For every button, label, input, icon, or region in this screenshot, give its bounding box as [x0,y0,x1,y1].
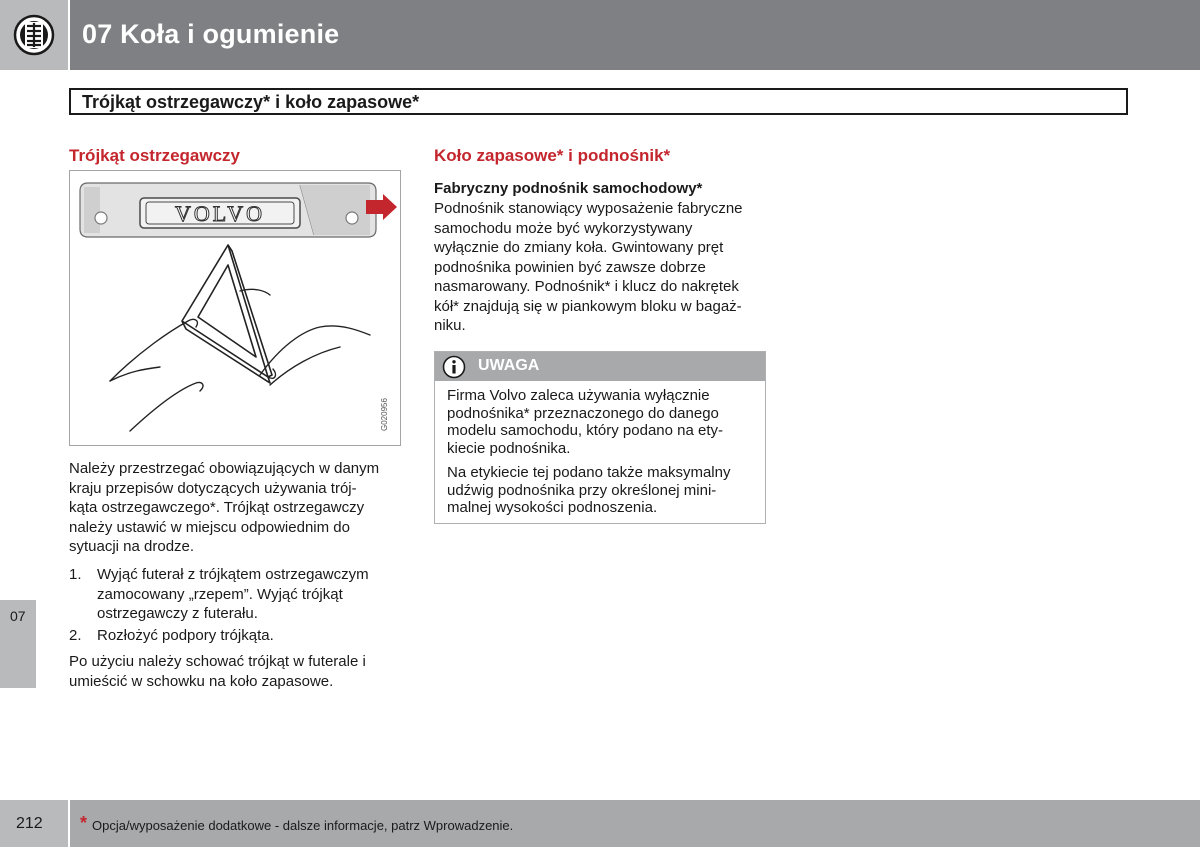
step-number: 2. [69,627,82,644]
text-line: samochodu może być wykorzystywany [434,219,693,237]
volvo-logo-text: VOLVO [175,201,265,226]
step-list-item-1 [69,565,399,624]
page-number: 212 [16,815,43,832]
page-number-box [0,800,68,847]
spare-wheel-heading: Koło zapasowe* i podnośnik* [434,146,671,165]
footnote-text: Opcja/wyposażenie dodatkowe - dalsze informacje, patrz Wprowadzenie. [92,818,514,833]
triangle-intro-paragraph [69,459,409,557]
step-text [97,565,399,624]
page-header [0,0,1200,70]
text-line: Rozłożyć podpory trójkąta. [97,627,274,644]
text-line: kraju przepisów dotyczących używania trój- [69,479,357,497]
text-line: udźwig podnośnika przy określonej mini- [447,481,717,499]
jack-paragraph [434,199,774,336]
text-line: modelu samochodu, który podano na ety- [447,422,723,439]
text-line: Na etykiecie tej podano także maksymalny [447,464,731,481]
note-label: UWAGA [478,357,540,374]
text-line: ostrzegawczy z futerału. [97,605,258,622]
footnote-star: * [80,813,88,833]
text-line: kiecie podnośnika. [447,439,571,457]
step-number: 1. [69,566,82,583]
text-line: Po użyciu należy schować trójkąt w futerale i [69,653,366,670]
text-line: podnośnika* przeznaczonego do danego [447,404,719,422]
text-line: Firma Volvo zaleca używania wyłącznie [447,387,710,404]
info-icon [442,355,466,379]
note-header-bar [435,352,765,381]
chapter-side-tab [0,600,36,688]
text-line: nasmarowany. Podnośnik* i klucz do nakrętek [434,278,739,295]
text-line: podnośnika powinien być zawsze dobrze [434,258,706,276]
tire-icon [13,14,55,56]
warning-triangle-illustration [69,170,401,446]
factory-jack-subheading: Fabryczny podnośnik samochodowy* [434,180,703,197]
text-line: sytuacji na drodze. [69,538,195,555]
section-title: Trójkąt ostrzegawczy* i koło zapasowe* [82,92,420,112]
chapter-title-bar [70,0,1200,70]
text-line: Podnośnik stanowiący wyposażenie fabryczne [434,200,743,217]
step-text [97,626,399,646]
step-list-item-2 [69,626,399,646]
figure-code: G020956 [380,398,389,431]
text-line: wyłącznie do zmiany koła. Gwintowany pręt [434,239,724,256]
text-line: zamocowany „rzepem”. Wyjąć trójkąt [97,585,343,603]
text-line: niku. [434,317,466,334]
note-box [434,351,766,524]
section-title-box [69,88,1128,115]
text-line: umieścić w schowku na koło zapasowe. [69,672,334,690]
text-line: Należy przestrzegać obowiązujących w danym [69,460,380,477]
side-tab-label: 07 [10,608,26,624]
triangle-outro-paragraph [69,652,409,691]
text-line: kół* znajdują się w piankowym bloku w bagaż- [434,297,742,315]
footer-bar [70,800,1200,847]
warning-triangle-heading: Trójkąt ostrzegawczy [69,146,241,165]
text-line: malnej wysokości podnoszenia. [447,499,658,516]
chapter-title: 07 Koła i ogumienie [82,19,340,49]
chapter-icon-box [0,0,68,70]
note-paragraph-1 [447,387,757,457]
text-line: kąta ostrzegawczego*. Trójkąt ostrzegawczy [69,499,365,516]
text-line: Wyjąć futerał z trójkątem ostrzegawczym [97,566,369,583]
note-paragraph-2 [447,464,757,517]
text-line: należy ustawić w miejscu odpowiednim do [69,518,350,536]
